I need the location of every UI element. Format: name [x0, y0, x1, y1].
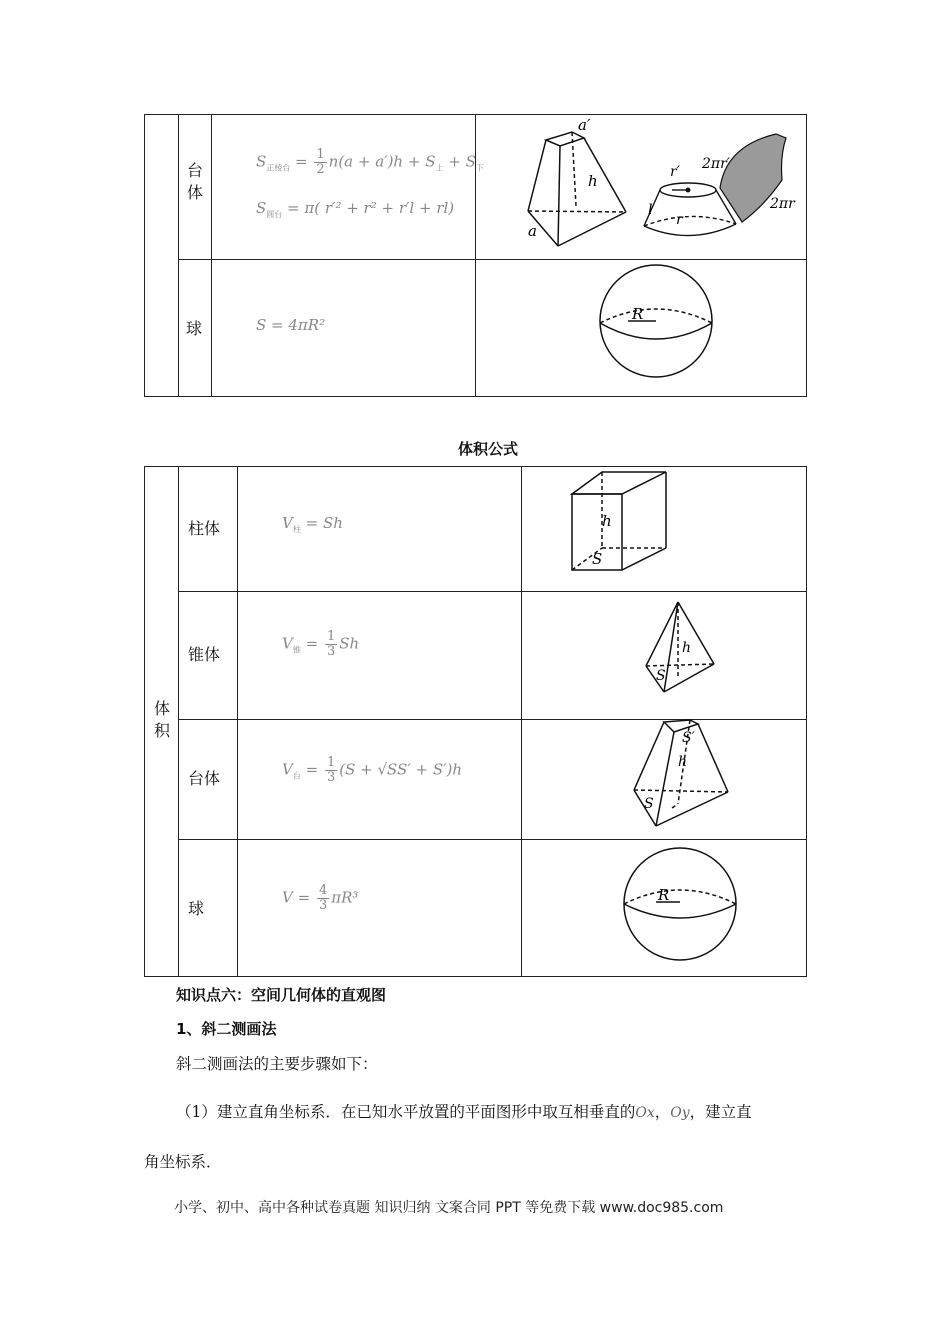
- row-label-sphere-volume: 球: [188, 899, 205, 918]
- svg-text:h: h: [678, 754, 688, 770]
- svg-text:r′: r′: [670, 164, 680, 180]
- formula-prism-volume: $V_柱 = Sh$: [282, 514, 343, 534]
- subheading-oblique-drawing: 1、斜二测画法: [176, 1020, 277, 1038]
- row-label-frustum: 台体: [186, 161, 203, 202]
- sphere-surface-figure: [596, 263, 716, 381]
- formula-pyramid-volume: $V_锥$ = $\frac{1}{3}$ Sh: [282, 629, 360, 659]
- row-label-pyramid: 锥体: [188, 645, 221, 664]
- prism-volume-figure: [566, 468, 676, 578]
- svg-text:l: l: [648, 202, 653, 218]
- row-label-sphere-surface: 球: [186, 319, 203, 338]
- pyramid-volume-figure: [640, 598, 724, 698]
- svg-text:2πr: 2πr: [770, 196, 795, 212]
- ox-axis-label: Ox: [635, 1105, 655, 1121]
- page-footer: 小学、初中、高中各种试卷真题 知识归纳 文案合同 PPT 等免费下载 www.doc985.com: [174, 1200, 724, 1216]
- label-a-prime: a′: [578, 116, 591, 134]
- formula-prism-frustum-surface: $S_{正棱台}$ = $\frac{1}{2}$ $n(a + a')h + S_上 + S_下$: [256, 147, 484, 177]
- svg-text:h: h: [602, 512, 612, 530]
- oy-axis-label: Oy: [670, 1105, 690, 1121]
- sphere-volume-figure: [620, 846, 740, 964]
- svg-text:S: S: [656, 668, 666, 684]
- paragraph-step-1: （1）建立直角坐标系．在已知水平放置的平面图形中取互相垂直的Ox，Oy，建立直: [176, 1103, 752, 1121]
- formula-frustum-volume: $V_台$ = $\frac{1}{3}$ (S + √SS′ + S′)h: [282, 755, 463, 785]
- formula-sphere-volume: V = $\frac{4}{3}$ πR³: [282, 883, 359, 913]
- svg-text:S: S: [592, 550, 603, 568]
- svg-text:r: r: [676, 212, 683, 228]
- svg-text:S′: S′: [682, 730, 695, 746]
- row-label-frustum-volume: 台体: [188, 769, 221, 788]
- section-heading-knowledge-6: 知识点六：空间几何体的直观图: [176, 986, 387, 1004]
- row-label-prism: 柱体: [188, 519, 221, 538]
- frustum-surface-figure: [476, 116, 806, 259]
- svg-text:S: S: [644, 796, 654, 812]
- svg-text:h: h: [588, 172, 598, 190]
- svg-text:h: h: [682, 640, 692, 656]
- svg-text:R: R: [632, 305, 644, 323]
- svg-text:2πr′: 2πr′: [702, 156, 730, 172]
- paragraph-step-1-continued: 角坐标系．: [144, 1153, 222, 1171]
- formula-sphere-surface: S = 4πR²: [256, 316, 326, 334]
- svg-text:a: a: [528, 222, 537, 240]
- frustum-volume-figure: [628, 718, 732, 830]
- volume-section-title: 体积公式: [458, 440, 519, 458]
- svg-text:R: R: [658, 886, 670, 904]
- volume-category-label: 体积: [153, 699, 170, 740]
- formula-cone-frustum-surface: $S_{圆台} = \pi$( r′² + r² + r′l + rl): [256, 199, 455, 219]
- paragraph-steps-intro: 斜二测画法的主要步骤如下：: [176, 1055, 378, 1073]
